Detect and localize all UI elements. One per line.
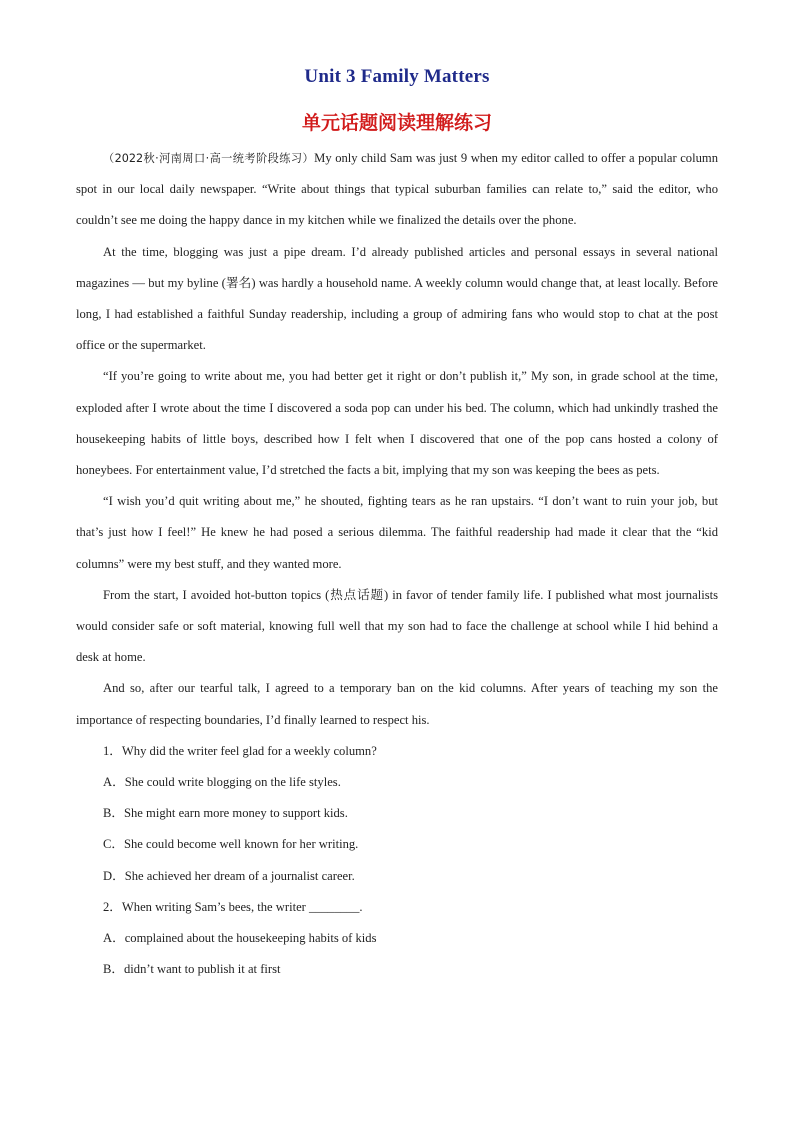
question-1-option-a: A．She could write blogging on the life styles. (103, 775, 341, 790)
reading-passage (76, 143, 718, 985)
question-2-option-a: A．complained about the housekeeping habits of kids (103, 931, 377, 946)
paragraph-6: And so, after our tearful talk, I agreed to a temporary ban on the kid columns. After years of teaching my son the importance of respecting boundaries, I’d finally learned to respect his. (76, 681, 718, 727)
question-1-option-d: D．She achieved her dream of a journalist career. (103, 868, 355, 883)
paragraph-2: At the time, blogging was just a pipe dream. I’d already published articles and personal essays in several national magazines — but my byline (署名) was hardly a household name. A weekly column would change that, at least locally. Before long, I had established a faithful Sunday readership, including a group of admiring fans who would stop to chat at the post office or the supermarket. (76, 244, 718, 353)
page-subtitle: 单元话题阅读理解练习 (301, 112, 492, 134)
question-2-option-b: B．didn’t want to publish it at first (103, 962, 281, 977)
paragraph-1 (76, 143, 718, 237)
source-note: （2022秋·河南周口·高一统考阶段练习） (103, 152, 315, 165)
page-title: Unit 3 Family Matters (304, 66, 490, 87)
question-1-option-c: C．She could become well known for her writing. (103, 837, 359, 852)
question-1: 1．Why did the writer feel glad for a weekly column? (103, 743, 377, 758)
paragraph-3: “If you’re going to write about me, you had better get it right or don’t publish it,” My son, in grade school at the time, exploded after I wrote about the time I discovered a soda pop can under his bed. The column, which had unkindly trashed the housekeeping habits of little boys, described how I felt when I discovered that one of the pop cans hosted a colony of honeybees. For entertainment value, I’d stretched the facts a bit, implying that my son was keeping the bees as pets. (76, 369, 718, 478)
question-2: 2．When writing Sam’s bees, the writer ________. (103, 899, 363, 914)
paragraph-4: “I wish you’d quit writing about me,” he shouted, fighting tears as he ran upstairs. “I don’t want to ruin your job, but that’s just how I feel!” He knew he had posed a serious dilemma. The faithful readership had made it clear that the “kid columns” were my best stuff, and they wanted more. (76, 494, 718, 571)
paragraph-1-text: My only child Sam was just 9 when my editor called to offer a popular column spot in our local daily newspaper. “Write about things that typical suburban families can relate to,” said the editor, who couldn’t see me doing the happy dance in my kitchen while we finalized the details over the phone. (76, 151, 718, 228)
paragraph-5: From the start, I avoided hot-button topics (热点话题) in favor of tender family life. I published what most journalists would consider safe or soft material, knowing full well that my son had to face the challenge at school while I hid behind a desk at home. (76, 587, 718, 665)
question-1-option-b: B．She might earn more money to support kids. (103, 806, 348, 821)
